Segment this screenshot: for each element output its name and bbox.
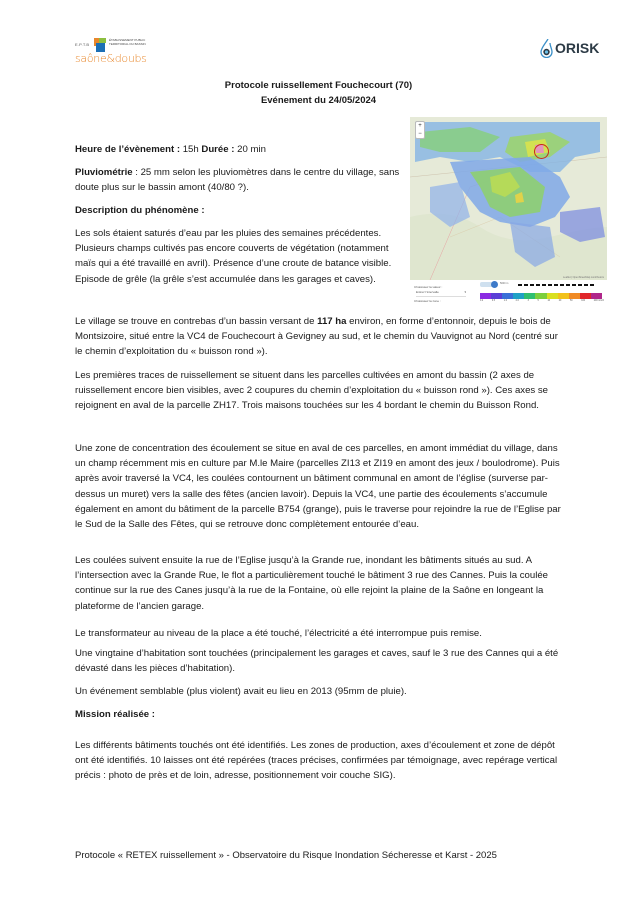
zoom-in-button[interactable]: + (418, 123, 422, 129)
event-hour-value: 15h (180, 144, 202, 155)
logo-square-blue (96, 43, 105, 52)
legend-tick: 50 (570, 300, 573, 302)
value-selector-label: Choisissez la valeur : (414, 285, 443, 289)
description-heading (75, 203, 405, 218)
map-area[interactable] (410, 117, 607, 280)
legend-tick: 200 mm/h (593, 300, 604, 302)
legend-tick: 100 (581, 300, 586, 302)
legend-swatch (558, 293, 569, 299)
precipitation-legend-bar (480, 293, 602, 299)
rain-radar-map (410, 117, 607, 312)
mission-heading-text: Mission réalisée : (75, 709, 155, 720)
description-paragraph-4: Une zone de concentration des écoulement se situe en aval de ces parcelles, en amont immédiat du village, dans un champ récemment mis en culture par M.le Maire (parcelles ZI13 et ZI19 en amont des jeux / boulodrome). Puis après avoir traversé la VC4, les coulées contournent un bâtiment communal en amont de l’église (surverse par-dessus un muret) vers la salle des fêtes (ancien lavoir). Depuis la VC4, une partie des écoulements s’accumule également en amont du bâtiment de la parcelle B754 (grange), puis le traverse pour rejoindre la rue de l’Eglise par le Sud de la Salle des Fêtes, qui se retrouve donc complètement entourée d’eau. (75, 443, 561, 531)
description-paragraph-2 (75, 314, 565, 360)
brand-label: saône&doubs (75, 52, 147, 65)
eptb-label: E.P.T.B (75, 42, 90, 47)
legend-swatch (535, 293, 546, 299)
legend-swatch (591, 293, 602, 299)
legend-tick: 20 (558, 300, 562, 302)
pluviometry-label: Pluviométrie (75, 167, 133, 178)
basin-area-value: 117 ha (317, 316, 347, 327)
scale-label: 5000 m (500, 282, 509, 285)
legend-tick: 5 (537, 300, 539, 302)
legend-tick: 3 (527, 300, 529, 302)
legend-swatch (491, 293, 502, 299)
description-paragraph-5: Les coulées suivent ensuite la rue de l’Eglise jusqu’à la Grande rue, inondant les bâtiments situés au sud. A l’intersection avec la Grande Rue, le flot a particulièrement touché le bâtiment 3 rue des Cannes. Puis la coulée continue sur la rue des Canes jusqu’à la rue de la Fontaine, où elle rejoint la plaine de la Saône en longeant la plateforme de l’ancien garage. (75, 555, 549, 612)
map-controls-panel (410, 280, 607, 312)
legend-swatch (502, 293, 513, 299)
paragraph-2-text-start: Le village se trouve en contrebas d’un bassin versant de (75, 316, 318, 327)
chevron-down-icon: ▾ (464, 290, 466, 294)
description-paragraph-7: Une vingtaine d’habitation sont touchées (principalement les garages et caves, sauf le 3 rue des Cannes qui a été dévasté dans les pièces d’habitation). (75, 648, 559, 675)
fouchecourt-location-marker (534, 144, 549, 159)
description-heading-text: Description du phénomène : (75, 205, 205, 216)
legend-swatch (513, 293, 524, 299)
pluviometry-text: : 25 mm selon les pluviomètres dans le centre du village, sans doute plus sur le bassin amont (40/80 ?). (75, 167, 400, 194)
map-scale-bar (518, 284, 596, 286)
orisk-wordmark: ORISK (555, 40, 600, 56)
description-paragraph-3: Les premières traces de ruissellement se situent dans les parcelles cultivées en amont du bassin (2 axes de ruissellement encore bien visibles, avec 2 coupures du chemin d’exploitation du « buisson rond »). Ces axes se rejoignent en aval de la parcelle ZH17. Trois maisons touchées sur les 4 bordant le chemin du Buisson Rond. (75, 370, 549, 412)
legend-tick: 1.0 (503, 300, 507, 302)
description-paragraph-1: Les sols étaient saturés d’eau par les pluies des semaines précédentes. Plusieurs champs cultivés pas encore couverts de végétation (notamment maïs qui a été travaillé en avril). Présence d’une croute de batance visible. Episode de grêle (la grêle s’est accumulée dans les garages et caves). (75, 228, 392, 285)
radar-precipitation-overlay (410, 117, 607, 280)
map-zoom-control (415, 121, 425, 139)
legend-tick: 0.5 (491, 300, 496, 302)
water-drop-eye-icon (540, 39, 553, 58)
zoom-out-button[interactable]: − (418, 131, 422, 137)
provider-badge-icon (491, 281, 498, 288)
mission-paragraph: Les différents bâtiments touchés ont été identifiés. Les zones de production, axes d’écoulement et zone de dépôt ont été identifiés. 10 laisses ont été repérées (traces précises, confirmées par témoignage, avec repérage vertical précis : photo de près et de loin, adresse, positionnement voir couche SIG). (75, 740, 558, 782)
event-hour-label: Heure de l’évènement : (75, 144, 181, 155)
description-paragraph-8: Un événement semblable (plus violent) avait eu lieu en 2013 (95mm de pluie). (75, 686, 407, 697)
legend-swatch (580, 293, 591, 299)
pluviometry-paragraph (75, 165, 405, 195)
paragraph-2-text-end: environ, en forme d’entonnoir, depuis le bois de Montsizoire, situé entre la VC4 de Fouchecourt à Gevigney au sud, et le chemin du Vauvignot au Nord (centré sur le chemin d’exploitation du « buisson rond »). (75, 316, 558, 358)
zone-selector-label: Choisissez la zone : (414, 299, 441, 303)
map-attribution: Leaflet | OpenStreetMap contributors (563, 276, 604, 279)
page-footer: Protocole « RETEX ruissellement » - Observatoire du Risque Inondation Sécheresse et Karst - 2025 (75, 850, 497, 861)
document-subtitle: Evénement du 24/05/2024 (260, 95, 377, 106)
legend-swatch (524, 293, 535, 299)
document-title: Protocole ruissellement Fouchecourt (70) (224, 80, 413, 91)
eptb-saone-doubs-logo (75, 38, 155, 68)
legend-tick: 2.0 (515, 300, 519, 302)
legend-swatch (480, 293, 491, 299)
event-duration-value: 20 min (234, 144, 266, 155)
event-time-line (75, 142, 405, 157)
etab-label: ÉTABLISSEMENT PUBLIC TERRITORIAL DU BASSIN (109, 38, 146, 46)
value-interval-select[interactable] (416, 290, 466, 297)
event-duration-label: Durée : (201, 144, 235, 155)
precipitation-legend-ticks (480, 300, 604, 302)
value-interval-select-text: Entrez l'intervalle (416, 290, 439, 294)
legend-tick: 0.2 (480, 300, 484, 302)
mission-heading (75, 707, 565, 722)
description-paragraph-6: Le transformateur au niveau de la place a été touché, l’électricité a été interrompue puis remise. (75, 628, 482, 639)
legend-tick: 10 (547, 300, 551, 302)
orisk-logo (540, 37, 599, 59)
legend-swatch (547, 293, 558, 299)
legend-swatch (569, 293, 580, 299)
